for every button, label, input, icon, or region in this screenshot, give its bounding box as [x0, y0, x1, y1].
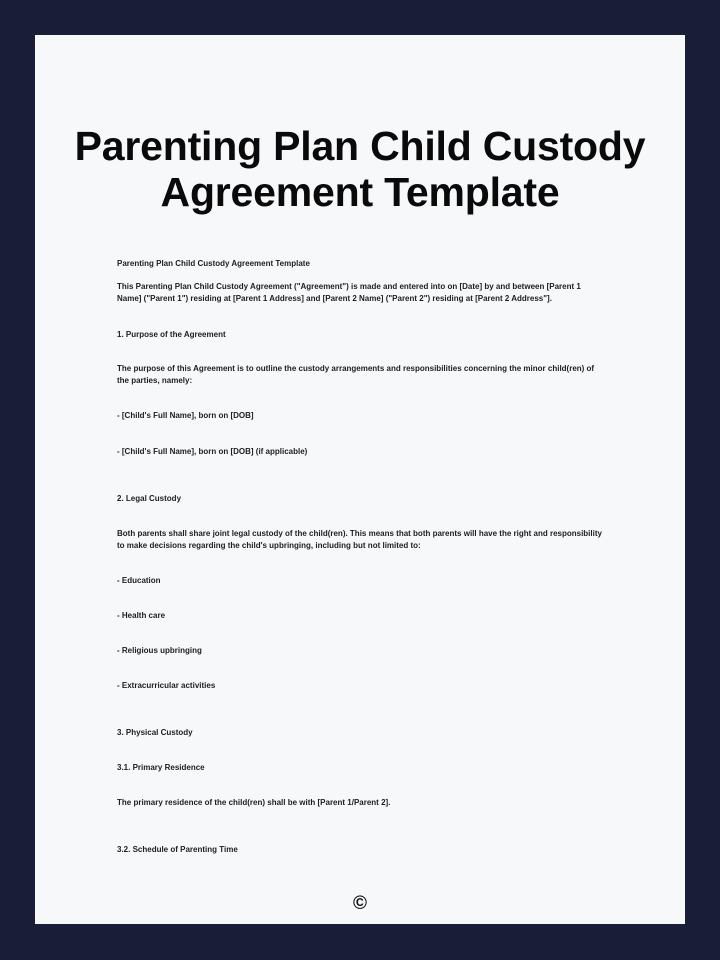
list-item: - [Child's Full Name], born on [DOB] [117, 411, 254, 420]
list-item: - [Child's Full Name], born on [DOB] (if applicable) [117, 447, 308, 456]
list-item: - Religious upbringing [117, 646, 202, 655]
copyright-icon: © [353, 893, 367, 914]
section-1-heading: 1. Purpose of the Agreement [117, 330, 226, 339]
page-title [23, 123, 697, 215]
list-item: - Education [117, 576, 161, 585]
page-title-line-1: Parenting Plan Child Custody [74, 123, 646, 169]
intro-paragraph: This Parenting Plan Child Custody Agreement ("Agreement") is made and entered into on [Date] by and between [Parent 1 Name] ("Parent 1") residing at [Parent 1 Address] and [Parent 2 Name] ("Parent 2") residing at [Parent 2 Address"]. [117, 282, 581, 303]
list-item: - Extracurricular activities [117, 681, 216, 690]
page-title-line-2: Agreement Template [160, 169, 560, 215]
section-1-body: The purpose of this Agreement is to outline the custody arrangements and responsibilities concerning the minor child(ren) of the parties, namely: [117, 364, 595, 385]
document-title: Parenting Plan Child Custody Agreement Template [117, 259, 310, 268]
subsection-3-2-heading: 3.2. Schedule of Parenting Time [117, 845, 238, 854]
section-3-heading: 3. Physical Custody [117, 728, 193, 737]
document-page [35, 35, 685, 924]
list-item: - Health care [117, 611, 166, 620]
section-2-body: Both parents shall share joint legal custody of the child(ren). This means that both parents will have the right and responsibility to make decisions regarding the child's upbringing, including but not limited to: [117, 529, 602, 550]
subsection-3-1-heading: 3.1. Primary Residence [117, 763, 205, 772]
subsection-3-1-body: The primary residence of the child(ren) shall be with [Parent 1/Parent 2]. [117, 798, 391, 807]
section-2-heading: 2. Legal Custody [117, 494, 182, 503]
